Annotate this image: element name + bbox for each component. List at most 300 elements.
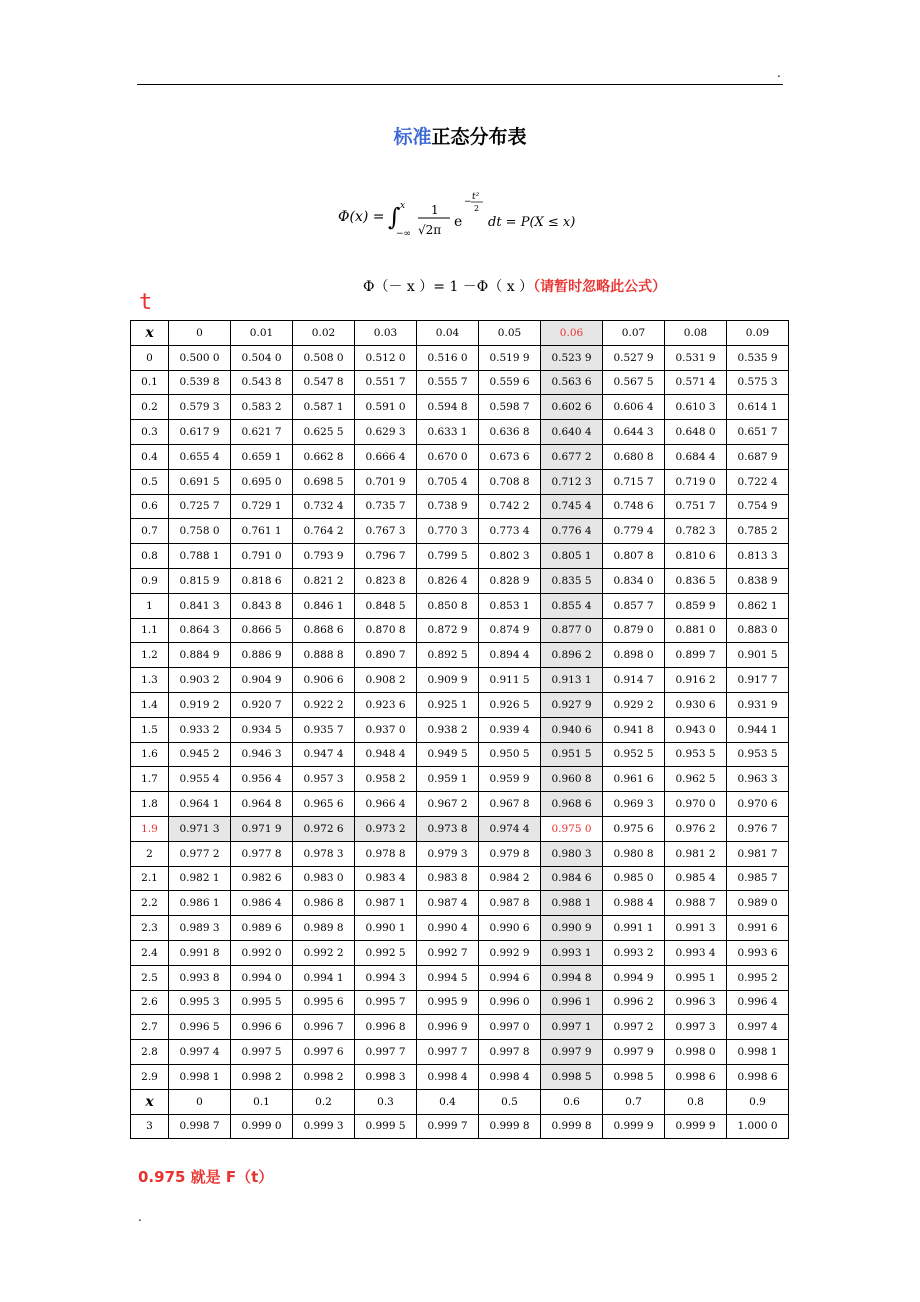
table-cell: 0.984 2	[479, 866, 541, 891]
title-part1: 标准	[393, 126, 432, 148]
table-row	[131, 494, 789, 519]
column-header-cell: 0.5	[479, 1089, 541, 1114]
header-rule	[137, 84, 783, 85]
table-cell: 0.883 0	[727, 618, 789, 643]
table-cell: 0.996 5	[169, 1015, 231, 1040]
table-cell: 0.996 0	[479, 990, 541, 1015]
table-cell: 0.993 6	[727, 940, 789, 965]
table-cell: 0.680 8	[603, 444, 665, 469]
table-cell: 0.980 3	[541, 841, 603, 866]
table-cell: 0.916 2	[665, 668, 727, 693]
x-value-cell: 1.7	[131, 767, 169, 792]
column-header-cell: 0.7	[603, 1089, 665, 1114]
table-cell: 0.995 6	[293, 990, 355, 1015]
table-row	[131, 717, 789, 742]
table-cell: 0.764 2	[293, 519, 355, 544]
table-row	[131, 1015, 789, 1040]
table-cell: 0.848 5	[355, 593, 417, 618]
x-value-cell: 2.1	[131, 866, 169, 891]
table-cell: 0.984 6	[541, 866, 603, 891]
table-cell: 0.992 9	[479, 940, 541, 965]
table-cell: 0.922 2	[293, 692, 355, 717]
table-cell: 0.999 3	[293, 1114, 355, 1139]
integral-sign-icon: ∫	[388, 203, 401, 231]
column-header-cell: 0.02	[293, 321, 355, 346]
table-row	[131, 643, 789, 668]
table-cell: 0.776 4	[541, 519, 603, 544]
x-header-cell: x	[131, 1089, 169, 1114]
table-cell: 0.563 6	[541, 370, 603, 395]
table-cell: 0.826 4	[417, 568, 479, 593]
table-cell: 0.994 3	[355, 965, 417, 990]
table-cell: 0.961 6	[603, 767, 665, 792]
table-cell: 0.980 8	[603, 841, 665, 866]
table-cell: 0.782 3	[665, 519, 727, 544]
table-cell: 0.997 4	[169, 1040, 231, 1065]
table-cell: 0.644 3	[603, 420, 665, 445]
symmetry-note: （请暂时忽略此公式）	[533, 279, 667, 295]
x-value-cell: 2.7	[131, 1015, 169, 1040]
normal-table	[130, 320, 789, 1139]
table-cell: 0.992 7	[417, 940, 479, 965]
table-cell: 0.973 2	[355, 816, 417, 841]
x-value-cell: 0.6	[131, 494, 169, 519]
column-header-cell: 0.8	[665, 1089, 727, 1114]
table-cell: 0.999 8	[479, 1114, 541, 1139]
table-cell: 0.959 9	[479, 767, 541, 792]
column-header-cell: 0.2	[293, 1089, 355, 1114]
table-cell: 0.985 7	[727, 866, 789, 891]
table-cell: 0.719 0	[665, 469, 727, 494]
formula-lhs: Φ(x) =	[338, 209, 385, 225]
table-cell: 0.930 6	[665, 692, 727, 717]
table-cell: 0.996 3	[665, 990, 727, 1015]
table-cell: 0.995 2	[727, 965, 789, 990]
table-cell: 0.779 4	[603, 519, 665, 544]
table-cell: 0.992 2	[293, 940, 355, 965]
table-cell: 0.976 2	[665, 816, 727, 841]
column-header-cell: 0.01	[231, 321, 293, 346]
table-row	[131, 395, 789, 420]
table-cell: 0.559 6	[479, 370, 541, 395]
x-value-cell: 1.6	[131, 742, 169, 767]
column-header-cell: 0.09	[727, 321, 789, 346]
table-cell: 0.874 9	[479, 618, 541, 643]
bottom-note: 0.975 就是 F（t）	[138, 1168, 274, 1186]
page-title	[0, 122, 920, 149]
table-cell: 0.998 5	[541, 1064, 603, 1089]
table-cell: 0.997 3	[665, 1015, 727, 1040]
table-cell: 0.989 8	[293, 916, 355, 941]
table-cell: 0.956 4	[231, 767, 293, 792]
table-cell: 0.998 1	[727, 1040, 789, 1065]
table-cell: 0.976 7	[727, 816, 789, 841]
table-cell: 0.998 4	[479, 1064, 541, 1089]
x-value-cell: 2.5	[131, 965, 169, 990]
formula-lower-limit: −∞	[396, 229, 412, 239]
column-header-cell: 0.04	[417, 321, 479, 346]
table-row	[131, 990, 789, 1015]
table-cell: 0.982 1	[169, 866, 231, 891]
table-cell: 0.923 6	[355, 692, 417, 717]
table-cell: 0.988 1	[541, 891, 603, 916]
x-value-cell: 0	[131, 345, 169, 370]
table-cell: 0.866 5	[231, 618, 293, 643]
x-value-cell: 2.6	[131, 990, 169, 1015]
table-cell: 0.993 1	[541, 940, 603, 965]
table-cell: 0.952 5	[603, 742, 665, 767]
table-cell: 0.974 4	[479, 816, 541, 841]
table-cell: 0.985 0	[603, 866, 665, 891]
table-cell: 0.598 7	[479, 395, 541, 420]
table-cell: 1.000 0	[727, 1114, 789, 1139]
table-cell: 0.996 2	[603, 990, 665, 1015]
table-cell: 0.940 6	[541, 717, 603, 742]
formula-svg	[338, 188, 588, 240]
table-cell: 0.996 7	[293, 1015, 355, 1040]
table-cell: 0.990 4	[417, 916, 479, 941]
table-cell: 0.997 8	[479, 1040, 541, 1065]
table-cell: 0.673 6	[479, 444, 541, 469]
symmetry-text: Φ（－ x ）= 1 －Φ（ x ）	[363, 279, 534, 295]
table-cell: 0.998 5	[603, 1064, 665, 1089]
table-cell: 0.992 5	[355, 940, 417, 965]
table-cell: 0.857 7	[603, 593, 665, 618]
table-cell: 0.555 7	[417, 370, 479, 395]
x-value-cell: 1.9	[131, 816, 169, 841]
table-cell: 0.504 0	[231, 345, 293, 370]
table-cell: 0.687 9	[727, 444, 789, 469]
table-cell: 0.834 0	[603, 568, 665, 593]
table-cell: 0.987 1	[355, 891, 417, 916]
table-cell: 0.793 9	[293, 544, 355, 569]
table-cell: 0.742 2	[479, 494, 541, 519]
table-cell: 0.988 4	[603, 891, 665, 916]
x-value-cell: 0.9	[131, 568, 169, 593]
table-cell: 0.977 8	[231, 841, 293, 866]
table-cell: 0.547 8	[293, 370, 355, 395]
table-cell: 0.972 6	[293, 816, 355, 841]
formula-fraction-num: 1	[431, 203, 439, 217]
table-row	[131, 444, 789, 469]
table-cell: 0.818 6	[231, 568, 293, 593]
table-cell: 0.978 3	[293, 841, 355, 866]
table-cell: 0.983 4	[355, 866, 417, 891]
table-cell: 0.943 0	[665, 717, 727, 742]
table-cell: 0.911 5	[479, 668, 541, 693]
table-cell: 0.523 9	[541, 345, 603, 370]
table-row	[131, 668, 789, 693]
table-cell: 0.828 9	[479, 568, 541, 593]
table-cell: 0.998 4	[417, 1064, 479, 1089]
table-cell: 0.850 8	[417, 593, 479, 618]
column-header-cell: 0.6	[541, 1089, 603, 1114]
table-cell: 0.894 4	[479, 643, 541, 668]
table-cell: 0.994 8	[541, 965, 603, 990]
table-cell: 0.997 1	[541, 1015, 603, 1040]
table-cell: 0.864 3	[169, 618, 231, 643]
table-cell: 0.998 6	[665, 1064, 727, 1089]
table-cell: 0.989 6	[231, 916, 293, 941]
table-cell: 0.662 8	[293, 444, 355, 469]
table-cell: 0.988 7	[665, 891, 727, 916]
table-cell: 0.920 7	[231, 692, 293, 717]
table-cell: 0.735 7	[355, 494, 417, 519]
footer-dot: .	[138, 1210, 142, 1224]
table-cell: 0.964 8	[231, 792, 293, 817]
table-row	[131, 568, 789, 593]
table-cell: 0.995 7	[355, 990, 417, 1015]
table-cell: 0.807 8	[603, 544, 665, 569]
table-cell: 0.625 5	[293, 420, 355, 445]
table-cell: 0.971 3	[169, 816, 231, 841]
table-cell: 0.535 9	[727, 345, 789, 370]
table-cell: 0.994 5	[417, 965, 479, 990]
table-cell: 0.975 6	[603, 816, 665, 841]
table-cell: 0.843 8	[231, 593, 293, 618]
table-cell: 0.519 9	[479, 345, 541, 370]
table-cell: 0.991 3	[665, 916, 727, 941]
table-cell: 0.991 6	[727, 916, 789, 941]
table-row	[131, 370, 789, 395]
table-cell: 0.748 6	[603, 494, 665, 519]
column-header-cell: 0.07	[603, 321, 665, 346]
x-value-cell: 2.9	[131, 1064, 169, 1089]
table-cell: 0.962 5	[665, 767, 727, 792]
column-header-cell: 0.9	[727, 1089, 789, 1114]
table-cell: 0.993 4	[665, 940, 727, 965]
table-cell: 0.698 5	[293, 469, 355, 494]
table-cell: 0.914 7	[603, 668, 665, 693]
table-cell: 0.591 0	[355, 395, 417, 420]
table-cell: 0.761 1	[231, 519, 293, 544]
table-cell: 0.841 3	[169, 593, 231, 618]
table-row	[131, 816, 789, 841]
table-cell: 0.941 8	[603, 717, 665, 742]
table-cell: 0.977 2	[169, 841, 231, 866]
table-cell: 0.926 5	[479, 692, 541, 717]
x-value-cell: 2	[131, 841, 169, 866]
column-header-cell: 0	[169, 321, 231, 346]
t-label: t	[139, 290, 153, 315]
table-cell: 0.745 4	[541, 494, 603, 519]
table-cell: 0.991 8	[169, 940, 231, 965]
table-cell: 0.738 9	[417, 494, 479, 519]
table-cell: 0.872 9	[417, 618, 479, 643]
column-header-cell: 0.08	[665, 321, 727, 346]
table-cell: 0.610 3	[665, 395, 727, 420]
table-cell: 0.551 7	[355, 370, 417, 395]
x-value-cell: 0.2	[131, 395, 169, 420]
table-cell: 0.913 1	[541, 668, 603, 693]
table-cell: 0.890 7	[355, 643, 417, 668]
table-cell: 0.796 7	[355, 544, 417, 569]
table-cell: 0.975 0	[541, 816, 603, 841]
table-cell: 0.995 1	[665, 965, 727, 990]
table-cell: 0.868 6	[293, 618, 355, 643]
table-cell: 0.999 0	[231, 1114, 293, 1139]
table-cell: 0.640 4	[541, 420, 603, 445]
table-row	[131, 420, 789, 445]
table-cell: 0.614 1	[727, 395, 789, 420]
table-cell: 0.990 9	[541, 916, 603, 941]
x-value-cell: 1.1	[131, 618, 169, 643]
x-value-cell: 0.1	[131, 370, 169, 395]
table-row	[131, 841, 789, 866]
table-cell: 0.802 3	[479, 544, 541, 569]
table-cell: 0.973 8	[417, 816, 479, 841]
table-cell: 0.892 5	[417, 643, 479, 668]
table-cell: 0.990 1	[355, 916, 417, 941]
table-cell: 0.997 9	[541, 1040, 603, 1065]
x-value-cell: 1.4	[131, 692, 169, 717]
table-cell: 0.999 9	[665, 1114, 727, 1139]
table-cell: 0.994 0	[231, 965, 293, 990]
table-cell: 0.998 2	[293, 1064, 355, 1089]
table-cell: 0.633 1	[417, 420, 479, 445]
table-row	[131, 692, 789, 717]
table-cell: 0.903 2	[169, 668, 231, 693]
table-cell: 0.997 7	[355, 1040, 417, 1065]
table-cell: 0.810 6	[665, 544, 727, 569]
table-cell: 0.725 7	[169, 494, 231, 519]
table-cell: 0.958 2	[355, 767, 417, 792]
table-cell: 0.836 5	[665, 568, 727, 593]
x-value-cell: 0.4	[131, 444, 169, 469]
table-cell: 0.986 4	[231, 891, 293, 916]
table-cell: 0.996 4	[727, 990, 789, 1015]
table-cell: 0.999 8	[541, 1114, 603, 1139]
x-value-cell: 2.3	[131, 916, 169, 941]
table-cell: 0.979 3	[417, 841, 479, 866]
table-row	[131, 792, 789, 817]
header-dot: .	[777, 66, 781, 80]
table-cell: 0.953 5	[727, 742, 789, 767]
table-cell: 0.998 7	[169, 1114, 231, 1139]
table-row	[131, 469, 789, 494]
table-cell: 0.651 7	[727, 420, 789, 445]
table-cell: 0.991 1	[603, 916, 665, 941]
table-cell: 0.691 5	[169, 469, 231, 494]
table-cell: 0.751 7	[665, 494, 727, 519]
table-cell: 0.788 1	[169, 544, 231, 569]
table-cell: 0.959 1	[417, 767, 479, 792]
table-cell: 0.881 0	[665, 618, 727, 643]
table-cell: 0.886 9	[231, 643, 293, 668]
table-cell: 0.982 6	[231, 866, 293, 891]
table-cell: 0.966 4	[355, 792, 417, 817]
column-header-cell: 0.1	[231, 1089, 293, 1114]
table-cell: 0.629 3	[355, 420, 417, 445]
table-cell: 0.994 6	[479, 965, 541, 990]
table-cell: 0.823 8	[355, 568, 417, 593]
x-header-cell: x	[131, 321, 169, 346]
table-cell: 0.953 5	[665, 742, 727, 767]
table-cell: 0.960 8	[541, 767, 603, 792]
table-cell: 0.934 5	[231, 717, 293, 742]
table-cell: 0.877 0	[541, 618, 603, 643]
x-value-cell: 1.5	[131, 717, 169, 742]
table-cell: 0.997 4	[727, 1015, 789, 1040]
table-cell: 0.602 6	[541, 395, 603, 420]
table-cell: 0.898 0	[603, 643, 665, 668]
x-value-cell: 3	[131, 1114, 169, 1139]
table-cell: 0.981 2	[665, 841, 727, 866]
table-cell: 0.964 1	[169, 792, 231, 817]
table-cell: 0.996 1	[541, 990, 603, 1015]
column-header-cell: 0.03	[355, 321, 417, 346]
table-cell: 0.957 3	[293, 767, 355, 792]
table-cell: 0.963 3	[727, 767, 789, 792]
table-cell: 0.896 2	[541, 643, 603, 668]
table-cell: 0.986 8	[293, 891, 355, 916]
table-cell: 0.994 1	[293, 965, 355, 990]
table-cell: 0.621 7	[231, 420, 293, 445]
formula-fraction-den: √2π	[418, 223, 442, 237]
table-header-row	[131, 321, 789, 346]
table-cell: 0.997 2	[603, 1015, 665, 1040]
table-cell: 0.785 2	[727, 519, 789, 544]
table-row	[131, 1040, 789, 1065]
table-cell: 0.990 6	[479, 916, 541, 941]
table-cell: 0.946 3	[231, 742, 293, 767]
formula-base: e	[454, 214, 463, 230]
table-cell: 0.999 7	[417, 1114, 479, 1139]
table-cell: 0.981 7	[727, 841, 789, 866]
table-cell: 0.701 9	[355, 469, 417, 494]
x-value-cell: 2.2	[131, 891, 169, 916]
formula-tail: dt = P(X ≤ x)	[488, 215, 576, 230]
table-cell: 0.677 2	[541, 444, 603, 469]
table-cell: 0.992 0	[231, 940, 293, 965]
table-cell: 0.539 8	[169, 370, 231, 395]
table-cell: 0.971 9	[231, 816, 293, 841]
table-row	[131, 767, 789, 792]
table-cell: 0.993 2	[603, 940, 665, 965]
table-cell: 0.997 9	[603, 1040, 665, 1065]
table-cell: 0.815 9	[169, 568, 231, 593]
table-cell: 0.947 4	[293, 742, 355, 767]
table-cell: 0.948 4	[355, 742, 417, 767]
table-cell: 0.998 2	[231, 1064, 293, 1089]
table-cell: 0.543 8	[231, 370, 293, 395]
table-cell: 0.884 9	[169, 643, 231, 668]
formula-exp-sign: −	[464, 197, 472, 207]
table-cell: 0.888 8	[293, 643, 355, 668]
table-cell: 0.906 6	[293, 668, 355, 693]
table-cell: 0.997 0	[479, 1015, 541, 1040]
x-value-cell: 2.4	[131, 940, 169, 965]
table-cell: 0.531 9	[665, 345, 727, 370]
table-cell: 0.715 7	[603, 469, 665, 494]
table-row	[131, 866, 789, 891]
table-cell: 0.995 3	[169, 990, 231, 1015]
table-cell: 0.835 5	[541, 568, 603, 593]
table-cell: 0.999 5	[355, 1114, 417, 1139]
table-cell: 0.767 3	[355, 519, 417, 544]
table-cell: 0.925 1	[417, 692, 479, 717]
x-value-cell: 1.2	[131, 643, 169, 668]
table-cell: 0.983 8	[417, 866, 479, 891]
table-cell: 0.995 5	[231, 990, 293, 1015]
table-cell: 0.791 0	[231, 544, 293, 569]
table-cell: 0.945 2	[169, 742, 231, 767]
table-cell: 0.929 2	[603, 692, 665, 717]
table-cell: 0.955 4	[169, 767, 231, 792]
table-cell: 0.512 0	[355, 345, 417, 370]
table-row	[131, 345, 789, 370]
table-cell: 0.997 6	[293, 1040, 355, 1065]
